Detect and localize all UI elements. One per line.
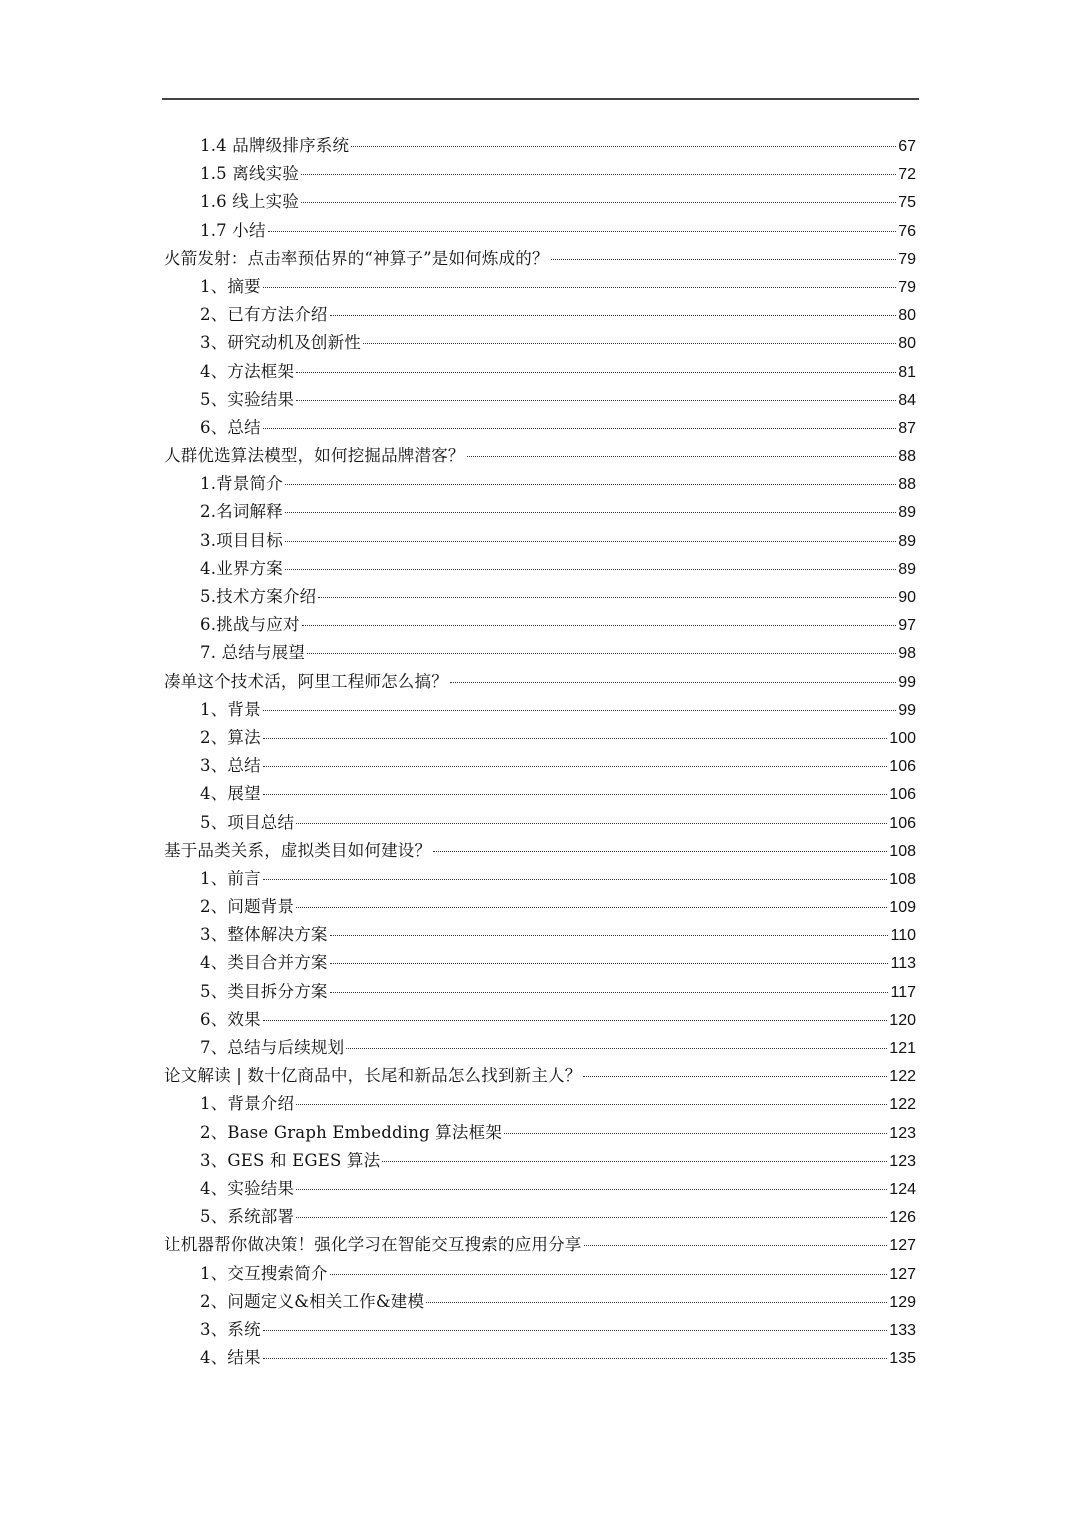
toc-dot-leader (296, 1189, 887, 1190)
toc-page-number: 129 (889, 1293, 916, 1311)
toc-page-number: 122 (889, 1096, 916, 1114)
toc-page-number: 117 (890, 983, 916, 1001)
toc-dot-leader (426, 1302, 887, 1303)
toc-section-entry[interactable] (164, 1344, 916, 1372)
toc-page-number: 87 (898, 419, 916, 437)
toc-entry-title: 7、总结与后续规划 (200, 1038, 345, 1057)
toc-entry-title: 1、背景介绍 (200, 1094, 295, 1114)
toc-page-number: 135 (889, 1350, 916, 1368)
toc-page-number: 99 (898, 673, 916, 691)
toc-dot-leader (263, 1020, 887, 1021)
toc-dot-leader (583, 1076, 887, 1077)
toc-section-entry[interactable] (164, 1288, 916, 1316)
toc-section-entry[interactable] (164, 611, 916, 639)
toc-entry-title: 1、背景 (200, 699, 261, 719)
toc-page-number: 113 (890, 955, 916, 973)
toc-section-entry[interactable] (164, 217, 916, 245)
toc-dot-leader (285, 569, 896, 570)
toc-section-entry[interactable] (164, 1034, 916, 1062)
toc-section-entry[interactable] (164, 273, 916, 301)
toc-page-number: 100 (889, 729, 916, 747)
toc-dot-leader (296, 907, 887, 908)
toc-dot-leader (263, 766, 887, 767)
toc-dot-leader (584, 1245, 888, 1246)
toc-dot-leader (382, 1161, 887, 1162)
toc-dot-leader (296, 823, 887, 824)
toc-page-number: 98 (898, 645, 916, 663)
toc-entry-title: 2、Base Graph Embedding 算法框架 (200, 1122, 503, 1142)
toc-section-entry[interactable] (164, 555, 916, 583)
toc-dot-leader (263, 794, 887, 795)
toc-section-entry[interactable] (164, 696, 916, 724)
toc-dot-leader (450, 682, 896, 683)
toc-entry-title: 1.6 线上实验 (200, 192, 300, 212)
toc-dot-leader (433, 851, 887, 852)
toc-entry-title: 5、实验结果 (200, 389, 295, 409)
toc-section-entry[interactable] (164, 301, 916, 329)
toc-page-number: 89 (898, 504, 916, 522)
toc-page-number: 124 (889, 1180, 916, 1198)
toc-page-number: 81 (898, 363, 916, 381)
toc-dot-leader (307, 653, 896, 654)
toc-dot-leader (330, 992, 889, 993)
toc-dot-leader (330, 963, 889, 964)
toc-chapter-entry[interactable] (164, 442, 916, 470)
toc-dot-leader (330, 935, 889, 936)
toc-entry-title: 2、问题背景 (200, 897, 295, 917)
toc-page-number: 90 (898, 589, 916, 606)
toc-page-number: 127 (889, 1265, 916, 1283)
toc-dot-leader (296, 1104, 887, 1105)
toc-page-number: 123 (889, 1124, 916, 1142)
toc-entry-title: 7. 总结与展望 (200, 643, 306, 663)
toc-entry-title: 1、交互搜索简介 (200, 1263, 328, 1283)
toc-page-number: 88 (898, 448, 916, 466)
toc-section-entry[interactable] (164, 1203, 916, 1231)
toc-page-number: 75 (898, 194, 916, 212)
toc-entry-title: 1.4 品牌级排序系统 (200, 136, 350, 155)
toc-page-number: 106 (889, 814, 916, 832)
toc-section-entry[interactable] (164, 809, 916, 837)
toc-page-number: 79 (898, 250, 916, 268)
toc-section-entry[interactable] (164, 527, 916, 555)
header-rule (162, 98, 919, 100)
toc-page-number: 108 (889, 842, 916, 860)
toc-dot-leader (263, 710, 896, 711)
toc-page-number: 106 (889, 758, 916, 776)
toc-dot-leader (263, 879, 887, 880)
toc-section-entry[interactable] (164, 752, 916, 780)
toc-section-entry[interactable] (164, 470, 916, 498)
toc-section-entry[interactable] (164, 583, 916, 611)
toc-entry-title: 论文解读 | 数十亿商品中，长尾和新品怎么找到新主人？ (164, 1066, 582, 1086)
toc-page-number: 80 (898, 307, 916, 325)
toc-entry-title: 3、系统 (200, 1319, 261, 1339)
toc-section-entry[interactable] (164, 921, 916, 949)
toc-dot-leader (302, 625, 897, 626)
toc-dot-leader (296, 372, 896, 373)
toc-page-number: 127 (889, 1237, 916, 1255)
toc-entry-title: 4、展望 (200, 784, 261, 804)
toc-section-entry[interactable] (164, 978, 916, 1006)
toc-page-number: 133 (889, 1321, 916, 1339)
toc-dot-leader (296, 400, 896, 401)
toc-dot-leader (296, 1217, 887, 1218)
toc-section-entry[interactable] (164, 1006, 916, 1034)
toc-section-entry[interactable] (164, 780, 916, 808)
toc-dot-leader (551, 259, 897, 260)
toc-section-entry[interactable] (164, 329, 916, 357)
toc-entry-title: 2、问题定义&相关工作&建模 (200, 1291, 425, 1311)
toc-section-entry[interactable] (164, 1260, 916, 1288)
toc-entry-title: 3、整体解决方案 (200, 925, 328, 945)
toc-page-number: 123 (889, 1152, 916, 1170)
toc-dot-leader (285, 484, 896, 485)
toc-page-number: 121 (889, 1040, 916, 1057)
toc-section-entry[interactable] (164, 1119, 916, 1147)
toc-page-number: 126 (889, 1209, 916, 1227)
toc-entry-title: 5、系统部署 (200, 1207, 295, 1227)
toc-entry-title: 基于品类关系，虚拟类目如何建设？ (164, 840, 432, 860)
toc-entry-title: 4、结果 (200, 1348, 261, 1368)
toc-section-entry[interactable] (164, 949, 916, 977)
toc-page-number: 99 (898, 701, 916, 719)
toc-page-number: 67 (898, 138, 916, 155)
toc-entry-title: 6.挑战与应对 (200, 615, 300, 635)
toc-entry-title: 5、类目拆分方案 (200, 981, 328, 1001)
toc-page-number: 110 (890, 927, 916, 945)
toc-entry-title: 4、类目合并方案 (200, 953, 328, 973)
toc-section-entry[interactable] (164, 358, 916, 386)
toc-section-entry[interactable] (164, 1175, 916, 1203)
toc-dot-leader (285, 541, 896, 542)
toc-dot-leader (301, 174, 896, 175)
toc-section-entry[interactable] (164, 414, 916, 442)
toc-section-entry[interactable] (164, 724, 916, 752)
toc-dot-leader (301, 202, 896, 203)
toc-page-number: 84 (898, 391, 916, 409)
toc-chapter-entry[interactable] (164, 245, 916, 273)
toc-page-number: 79 (898, 278, 916, 296)
toc-chapter-entry[interactable] (164, 837, 916, 865)
toc-entry-title: 3、研究动机及创新性 (200, 333, 361, 353)
toc-entry-title: 3、总结 (200, 756, 261, 776)
toc-page-number: 108 (889, 870, 916, 888)
toc-section-entry[interactable] (164, 386, 916, 414)
toc-entry-title: 2、算法 (200, 727, 261, 747)
toc-dot-leader (263, 1330, 887, 1331)
toc-entry-title: 让机器帮你做决策！强化学习在智能交互搜索的应用分享 (164, 1235, 582, 1255)
toc-section-entry[interactable] (164, 160, 916, 188)
toc-section-entry[interactable] (164, 865, 916, 893)
toc-section-entry[interactable] (164, 188, 916, 216)
toc-section-entry[interactable] (164, 1316, 916, 1344)
toc-chapter-entry[interactable] (164, 1062, 916, 1090)
toc-page-number: 106 (889, 786, 916, 804)
toc-page-number: 89 (898, 532, 916, 550)
toc-entry-title: 3、GES 和 EGES 算法 (200, 1150, 381, 1170)
toc-section-entry[interactable] (164, 498, 916, 526)
toc-page-number: 80 (898, 335, 916, 353)
toc-entry-title: 1、前言 (200, 868, 261, 888)
toc-entry-title: 1.7 小结 (200, 220, 266, 240)
toc-entry-title: 人群优选算法模型，如何挖掘品牌潜客？ (164, 446, 465, 466)
toc-dot-leader (351, 146, 896, 147)
toc-page-number: 120 (889, 1011, 916, 1029)
toc-page-number: 76 (898, 222, 916, 240)
toc-dot-leader (504, 1133, 887, 1134)
toc-entry-title: 凑单这个技术活，阿里工程师怎么搞？ (164, 671, 448, 691)
toc-chapter-entry[interactable] (164, 1231, 916, 1259)
toc-entry-title: 1、摘要 (200, 276, 261, 296)
toc-dot-leader (268, 231, 897, 232)
toc-dot-leader (467, 456, 897, 457)
toc-entry-title: 4、方法框架 (200, 361, 295, 381)
toc-section-entry[interactable] (164, 1147, 916, 1175)
toc-section-entry[interactable] (164, 639, 916, 667)
toc-entry-title: 3.项目目标 (200, 530, 283, 550)
toc-entry-title: 2、已有方法介绍 (200, 305, 328, 325)
toc-page-number: 88 (898, 476, 916, 494)
toc-dot-leader (285, 512, 896, 513)
toc-dot-leader (318, 597, 896, 598)
toc-dot-leader (363, 343, 896, 344)
toc-entry-title: 1.背景简介 (200, 474, 283, 494)
toc-page-number: 72 (898, 166, 916, 184)
toc-section-entry[interactable] (164, 1090, 916, 1118)
toc-entry-title: 4、实验结果 (200, 1178, 295, 1198)
toc-page-number: 109 (889, 899, 916, 917)
toc-entry-title: 6、总结 (200, 417, 261, 437)
toc-dot-leader (263, 287, 896, 288)
toc-dot-leader (263, 428, 896, 429)
toc-entry-title: 5、项目总结 (200, 812, 295, 832)
toc-dot-leader (330, 1274, 888, 1275)
toc-page-number: 89 (898, 560, 916, 578)
toc-dot-leader (263, 1358, 887, 1359)
table-of-contents (164, 132, 916, 1372)
toc-entry-title: 6、效果 (200, 1009, 261, 1029)
toc-dot-leader (263, 738, 887, 739)
toc-section-entry[interactable] (164, 893, 916, 921)
toc-entry-title: 4.业界方案 (200, 558, 283, 578)
toc-entry-title: 1.5 离线实验 (200, 164, 300, 184)
toc-entry-title: 2.名词解释 (200, 502, 283, 522)
toc-section-entry[interactable] (164, 132, 916, 160)
toc-chapter-entry[interactable] (164, 668, 916, 696)
toc-page-number: 122 (889, 1068, 916, 1086)
toc-entry-title: 火箭发射：点击率预估界的“神算子”是如何炼成的？ (164, 248, 549, 268)
toc-dot-leader (346, 1048, 887, 1049)
toc-entry-title: 5.技术方案介绍 (200, 587, 317, 606)
toc-dot-leader (330, 315, 897, 316)
toc-page-number: 97 (898, 617, 916, 635)
